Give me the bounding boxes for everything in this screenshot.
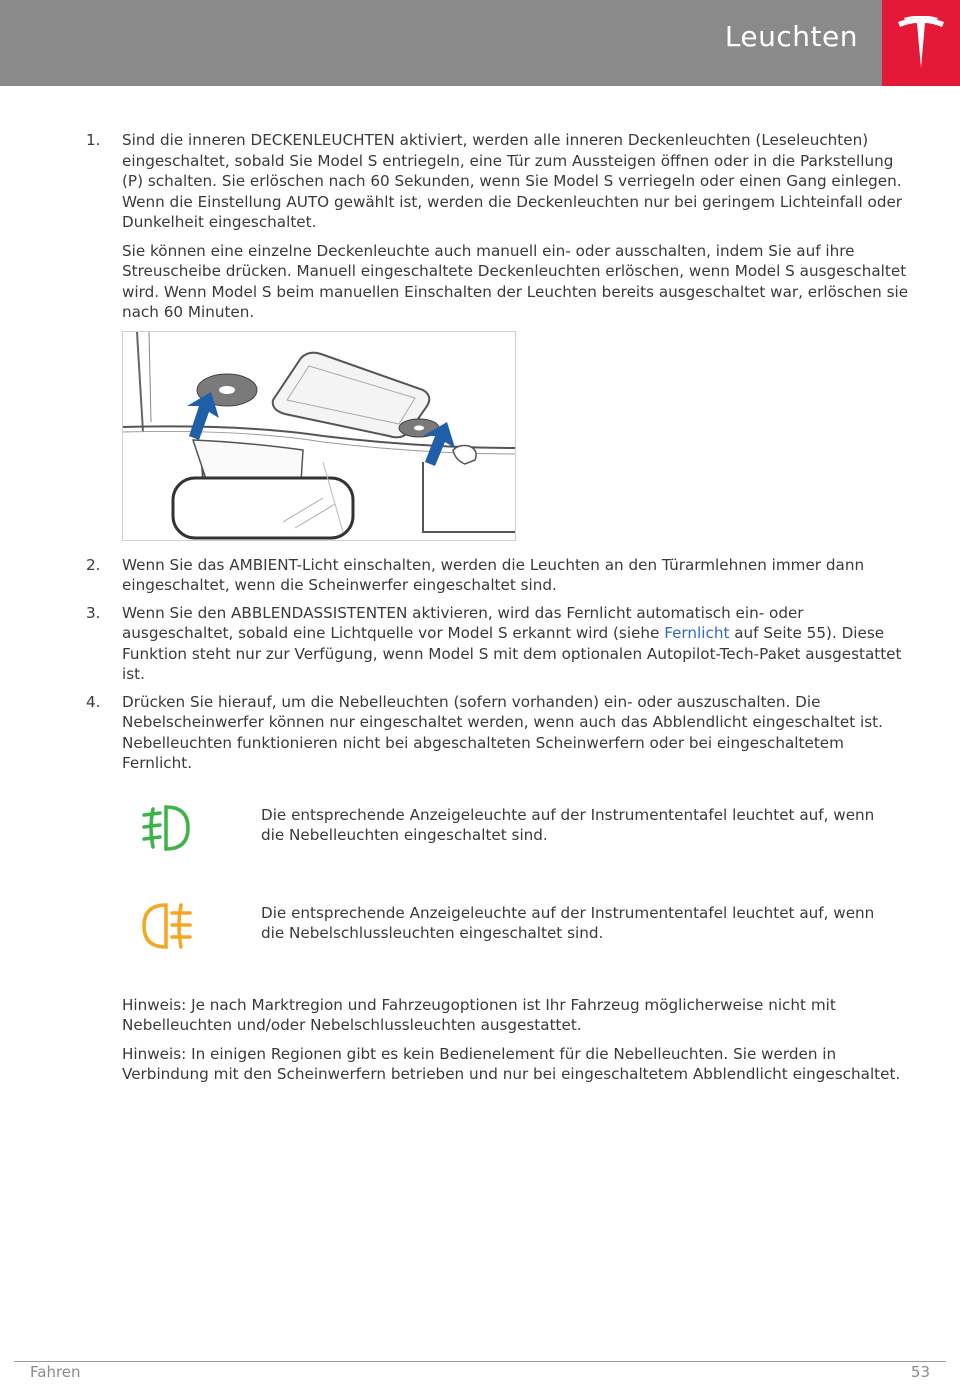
page-number: 53	[910, 1363, 930, 1381]
page-title: Leuchten	[724, 20, 858, 53]
indicator-rear-fog	[122, 879, 916, 977]
overhead-lamp-drawing	[123, 332, 516, 541]
list-item-1	[86, 130, 916, 323]
footer-divider	[14, 1361, 946, 1362]
list-text-before: Wenn Sie den ABBLENDASSISTENTEN aktivieren, wird das Fernlicht automatisch ein- oder ausgeschaltet, sobald eine Lichtquelle vor Model S erkannt wird (siehe	[122, 603, 804, 642]
list-item-2	[86, 555, 916, 596]
note-2: Hinweis: In einigen Regionen gibt es kein Bedienelement für die Nebelleuchten. Sie werden in Verbindung mit den Scheinwerfern betrieben und nur bei eingeschaltetem Abblendlicht eingeschaltet.	[122, 1044, 901, 1083]
indicator-text: Die entsprechende Anzeigeleuchte auf der Instrumententafel leuchtet auf, wenn die Nebelschlussleuchten eingeschaltet sind.	[261, 903, 875, 942]
indicator-text: Die entsprechende Anzeigeleuchte auf der Instrumententafel leuchtet auf, wenn die Nebelleuchten eingeschaltet sind.	[261, 805, 875, 844]
fernlicht-link[interactable]: Fernlicht	[664, 624, 730, 642]
notes-section	[86, 995, 916, 1085]
list-text: Sind die inneren DECKENLEUCHTEN aktiviert, werden alle inneren Deckenleuchten (Leseleuchten) eingeschaltet, sobald Sie Model S entriegeln, eine Tür zum Aussteigen öffnen oder in die Parkstellung (P) schalten. Sie erlöschen nach 60 Sekunden, wenn Sie Model S verriegeln oder einen Gang einlegen. Wenn die Einstellung AUTO gewählt ist, werden die Deckenleuchten nur bei geringem Lichteinfall oder Dunkelheit eingeschaltet.	[122, 131, 903, 231]
list-number: 2.	[86, 555, 101, 574]
list-number: 1.	[86, 131, 101, 149]
page-content	[86, 130, 916, 1093]
note-1: Hinweis: Je nach Marktregion und Fahrzeugoptionen ist Ihr Fahrzeug möglicherweise nicht mit Nebelleuchten und/oder Nebelschlussleuchten ausgestattet.	[122, 995, 836, 1034]
list-number: 4.	[86, 692, 101, 711]
indicator-front-fog	[122, 781, 916, 879]
brand-logo	[882, 0, 960, 86]
list-extra-text: Sie können eine einzelne Deckenleuchte auch manuell ein- oder ausschalten, indem Sie auf ihre Streuscheibe drücken. Manuell eingeschaltete Deckenleuchten erlöschen, wenn Model S ausgeschaltet wird. Wenn Model S beim manuellen Einschalten der Leuchten bereits ausgeschaltet war, erlöschen sie nach 60 Minuten.	[122, 241, 909, 321]
page-header	[0, 0, 960, 86]
tesla-logo-icon	[896, 16, 946, 70]
list-text	[122, 603, 916, 685]
rear-fog-light-icon	[140, 899, 194, 953]
list-number: 3.	[86, 603, 101, 622]
list-text: Wenn Sie das AMBIENT-Licht einschalten, werden die Leuchten an den Türarmlehnen immer dann eingeschaltet, wenn die Scheinwerfer eingeschaltet sind.	[122, 555, 865, 594]
list-text-after: auf Seite 55). Diese Funktion steht nur zur Verfügung, wenn Model S mit dem optionalen Autopilot-Tech-Paket ausgestattet ist.	[122, 624, 902, 683]
footer-section: Fahren	[30, 1363, 81, 1381]
front-fog-light-icon	[140, 801, 194, 855]
list-item-4	[86, 692, 916, 774]
ceiling-lights-illustration	[122, 331, 516, 541]
list-item-3	[86, 603, 916, 685]
list-text: Drücken Sie hierauf, um die Nebelleuchten (sofern vorhanden) ein- oder auszuschalten. Die Nebelscheinwerfer können nur eingeschaltet werden, wenn auch das Abblendlicht eingeschaltet ist. Nebelleuchten funktionieren nicht bei abgeschalteten Scheinwerfern oder bei eingeschaltetem Fernlicht.	[122, 692, 883, 772]
